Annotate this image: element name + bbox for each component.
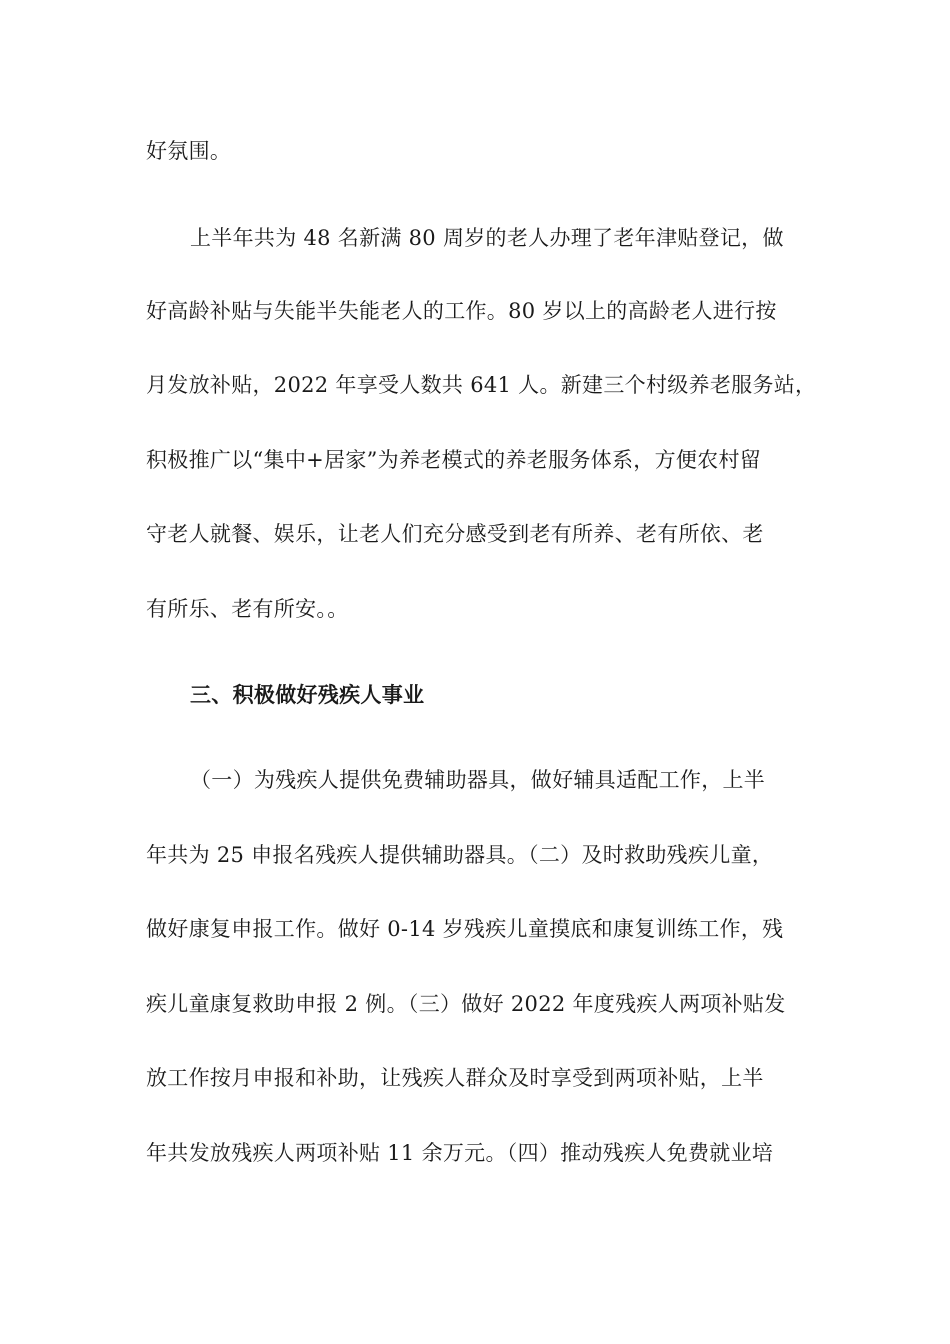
paragraph-line: 有所乐、老有所安。。 xyxy=(146,597,349,621)
paragraph-line: 好高龄补贴与失能半失能老人的工作。80 岁以上的高龄老人进行按 xyxy=(146,299,777,323)
paragraph-line: 上半年共为 48 名新满 80 周岁的老人办理了老年津贴登记，做 xyxy=(190,226,784,250)
paragraph-line: 年共发放残疾人两项补贴 11 余万元。（四）推动残疾人免费就业培 xyxy=(146,1141,774,1165)
paragraph-line: 守老人就餐、娱乐，让老人们充分感受到老有所养、老有所依、老 xyxy=(146,522,764,546)
paragraph-line: 好氛围。 xyxy=(146,139,232,163)
section-heading: 三、积极做好残疾人事业 xyxy=(190,683,425,707)
paragraph-line: 年共为 25 申报名残疾人提供辅助器具。（二）及时救助残疾儿童， xyxy=(146,843,774,867)
paragraph-line: 疾儿童康复救助申报 2 例。（三）做好 2022 年度残疾人两项补贴发 xyxy=(146,992,786,1016)
paragraph-line: 月发放补贴，2022 年享受人数共 641 人。新建三个村级养老服务站， xyxy=(146,373,817,397)
paragraph-line: 放工作按月申报和补助，让残疾人群众及时享受到两项补贴，上半 xyxy=(146,1066,764,1090)
paragraph-line: 做好康复申报工作。做好 0-14 岁残疾儿童摸底和康复训练工作，残 xyxy=(146,917,784,941)
paragraph-line: 积极推广以“集中+居家”为养老模式的养老服务体系，方便农村留 xyxy=(146,448,762,472)
paragraph-line: （一）为残疾人提供免费辅助器具，做好辅具适配工作，上半 xyxy=(190,768,766,792)
